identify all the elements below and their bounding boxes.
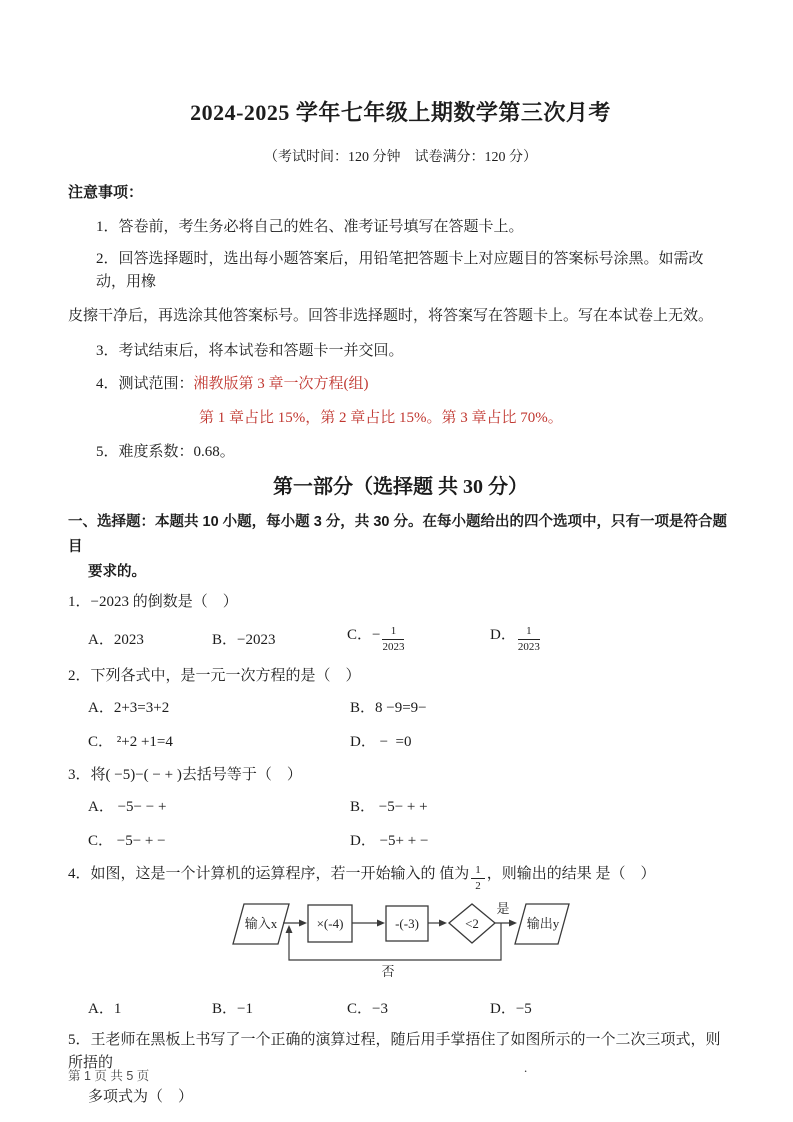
notice-item-4-chapter-ratio: 第 1 章占比 15%，第 2 章占比 15%。第 3 章占比 70%。 [199,410,563,426]
notice-item-4-scope: 湘教版第 3 章一次方程(组) [193,376,369,392]
notice-item-4 [68,373,733,395]
flowchart-step1-label: ×(-4) [316,916,344,932]
flowchart-condition-label: <2 [465,916,479,932]
q2-option-c: C． ²+2 +1=4 [88,734,173,750]
question-5-stem-line2: 多项式为（ ） [88,1089,194,1106]
notice-item-1: 1．答卷前，考生务必将自己的姓名、准考证号填写在答题卡上。 [96,219,524,235]
q3-option-c: C． −5− + − [88,833,166,849]
q4-option-a: A．1 [88,1001,122,1018]
arrow-right-icon [509,920,517,927]
q2-option-b: B．8 −9=9− [350,700,427,716]
notice-item-3: 3．考试结束后，将本试卷和答题卡一并交回。 [96,343,404,359]
notice-item-2-line1: 2．回答选择题时，选出每小题答案后，用铅笔把答题卡上对应题目的答案标号涂黑。如需改动，用橡 [96,251,704,290]
flowchart-output-label: 输出y [526,916,560,932]
q4-stem-fraction [471,865,485,892]
page-number-footer: 第 1 页 共 5 页 [68,1069,150,1083]
flowchart-svg [231,900,571,984]
q4-stem-suffix: ，则输出的结果 是（ ） [486,866,656,882]
flowchart-no-label: 否 [381,964,395,980]
fraction-denominator: 2023 [382,641,405,654]
q1-option-d-prefix: D． [490,626,516,643]
arrow-right-icon [439,920,447,927]
question-1-stem: 1．−2023 的倒数是（ ） [68,594,238,610]
q4-flowchart [231,900,733,989]
question-2-stem: 2．下列各式中，是一元一次方程的是（ ） [68,668,361,684]
choice-section-instruction-line1: 一、选择题：本题共 10 小题，每小题 3 分，共 30 分。在每小题给出的四个选项中，只有一项是符合题目 [68,514,727,555]
choice-section-instruction-line2: 要求的。 [88,564,146,580]
notice-item-4-prefix: 4．测试范围： [96,376,194,392]
flowchart-input-label: 输入x [244,916,278,932]
q3-option-d: D． −5+ + − [350,833,429,849]
fraction-numerator: 1 [518,626,540,640]
fraction-numerator: 1 [471,865,485,879]
q4-option-c: C．−3 [347,1001,388,1018]
arrow-right-icon [377,920,385,927]
q1-option-a: A．2023 [88,631,144,648]
q3-option-a: A． −5− − + [88,799,167,815]
fraction-numerator: 1 [382,626,404,640]
stray-dot-mark: . [524,1060,528,1075]
q1-option-b: B．−2023 [212,631,276,648]
question-4-stem [68,861,733,892]
q1-option-d-fraction [518,626,540,653]
q3-option-b: B． −5− + + [350,799,428,815]
notice-heading: 注意事项： [68,184,144,201]
notice-item-5: 5．难度系数：0.68。 [96,444,235,460]
q2-option-a: A．2+3=3+2 [88,700,170,716]
q2-option-d: D． − =0 [350,734,412,750]
question-2-options-row1 [68,697,733,719]
q1-option-c [347,623,490,653]
q4-option-d: D．−5 [490,1001,532,1018]
question-4-options [68,997,733,1018]
arrow-up-icon [286,925,293,933]
q1-option-c-fraction [382,626,404,653]
question-1-options [68,617,733,659]
question-3-options-row1 [68,796,733,818]
arrow-right-icon [299,920,307,927]
notice-item-2-line2: 皮擦干净后，再选涂其他答案标号。回答非选择题时，将答案写在答题卡上。写在本试卷上无效。 [68,308,714,324]
q1-option-d [490,623,542,653]
page-title: 2024-2025 学年七年级上期数学第三次月考 [190,100,611,125]
q4-option-b: B．−1 [212,1001,253,1018]
fraction-denominator: 2 [475,880,481,893]
section-one-heading: 第一部分（选择题 共 30 分） [273,476,528,498]
q1-option-c-prefix: C．− [347,626,381,643]
exam-time-score-subtitle: （考试时间：120 分钟 试卷满分：120 分） [264,150,537,165]
q4-stem-prefix: 4．如图，这是一个计算机的运算程序，若一开始输入的 值为 [68,866,470,882]
flowchart-yes-label: 是 [496,901,510,917]
question-3-options-row2 [68,830,733,852]
question-5-stem-line1: 5．王老师在黑板上书写了一个正确的演算过程，随后用手掌捂住了如图所示的一个二次三项式，则所捂的 [68,1032,721,1072]
fraction-denominator: 2023 [517,641,540,654]
question-2-options-row2 [68,731,733,753]
question-3-stem: 3．将( −5)−( − + )去括号等于（ ） [68,767,302,783]
flowchart-step2-label: -(-3) [395,916,419,932]
